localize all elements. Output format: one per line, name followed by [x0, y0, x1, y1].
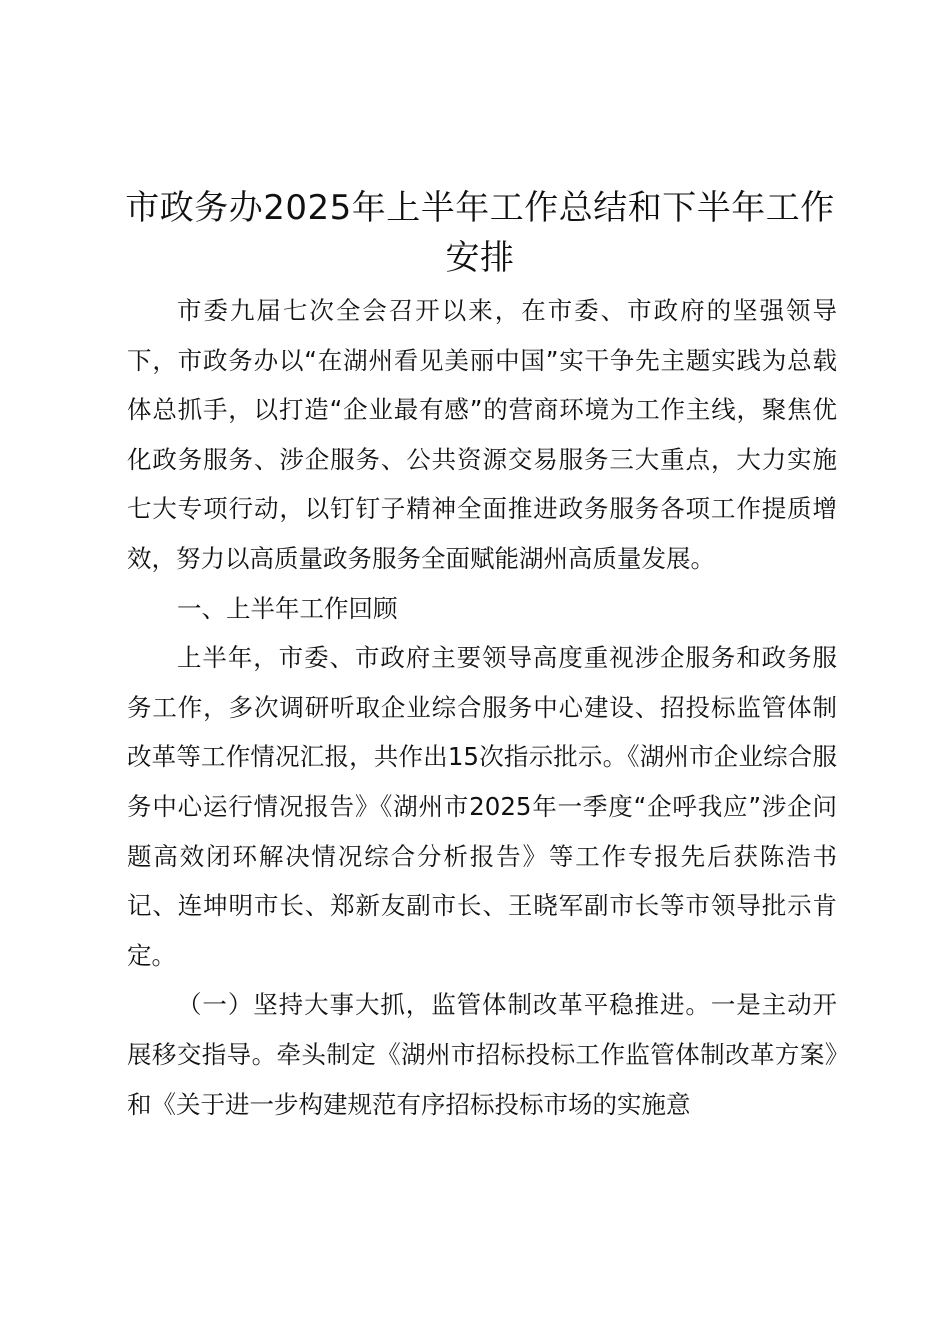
- intro-paragraph: 市委九届七次全会召开以来，在市委、市政府的坚强领导下，市政务办以“在湖州看见美丽中国”实干争先主题实践为总载体总抓手，以打造“企业最有感”的营商环境为工作主线，聚焦优化政务服务、涉企服务、公共资源交易服务三大重点，大力实施七大专项行动，以钉钉子精神全面推进政务服务各项工作提质增效，努力以高质量政务服务全面赋能湖州高质量发展。: [127, 296, 837, 573]
- review-paragraph: 上半年，市委、市政府主要领导高度重视涉企服务和政务服务工作，多次调研听取企业综合服务中心建设、招投标监管体制改革等工作情况汇报，共作出15次指示批示。《湖州市企业综合服务中心运行情况报告》《湖州市2025年一季度“企呼我应”涉企问题高效闭环解决情况综合分析报告》等工作专报先后获陈浩书记、连坤明市长、郑新友副市长、王晓军副市长等市领导批示肯定。: [127, 643, 837, 970]
- subsection-paragraph: （一）坚持大事大抓，监管体制改革平稳推进。一是主动开展移交指导。牵头制定《湖州市招标投标工作监管体制改革方案》和《关于进一步构建规范有序招标投标市场的实施意: [127, 990, 837, 1119]
- document-title: 市政务办2025年上半年工作总结和下半年工作安排: [125, 188, 835, 278]
- document-body: [127, 286, 837, 1129]
- section-heading: 一、上半年工作回顾: [177, 593, 398, 623]
